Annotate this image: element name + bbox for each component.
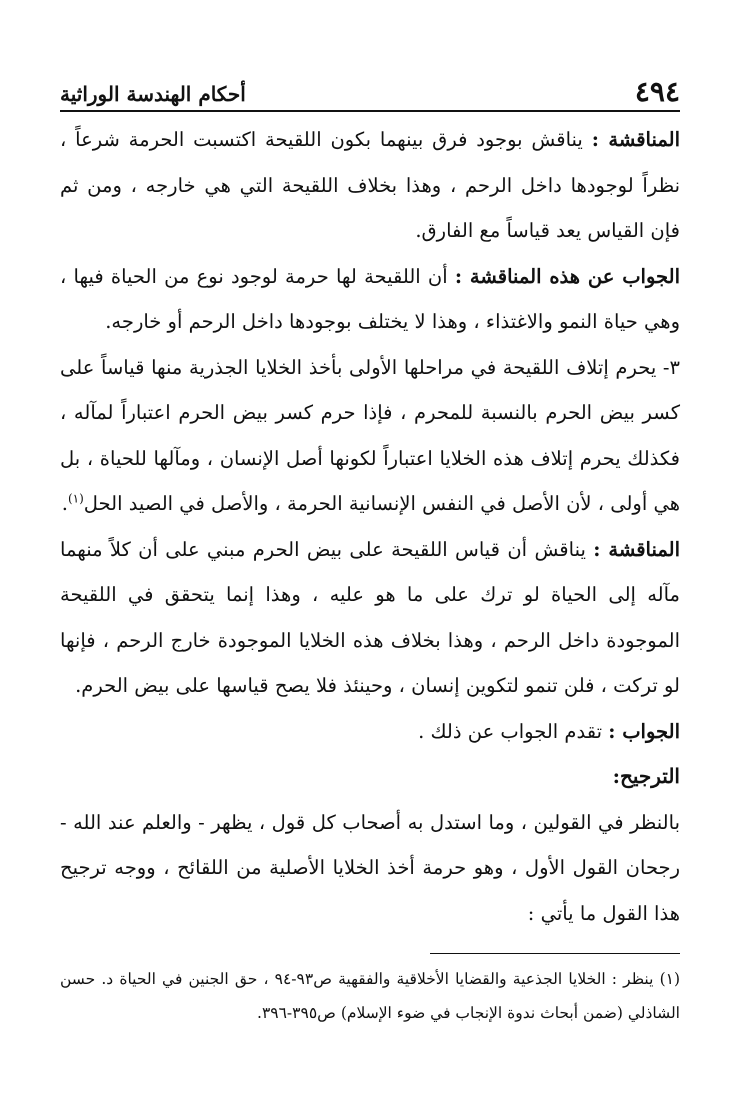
paragraph-preference (60, 800, 680, 937)
paragraph-answer-2 (60, 709, 680, 755)
answer-label: الجواب عن هذه المناقشة : (454, 264, 680, 288)
discussion-label: المناقشة : (593, 537, 681, 561)
running-title: أحكام الهندسة الوراثية (60, 82, 246, 106)
paragraph-text: ٣- يحرم إتلاف اللقيحة في مراحلها الأولى بأخذ الخلايا الجذرية منها قياساً على كسر بيض الحرم بالنسبة للمحرم ، فإذا حرم كسر بيض الحرم اعتباراً لمآله ، فكذلك يحرم إتلاف هذه الخلايا اعتباراً لكونها أصل الإنسان ، ومآلها للحياة ، بل هي أولى ، لأن الأصل في النفس الإنسانية الحرمة ، والأصل في الصيد الحل (60, 355, 680, 515)
body-text (60, 117, 680, 936)
footnote-reference: (١) (67, 491, 84, 506)
section-heading: الترجيح: (612, 764, 680, 788)
footnotes (60, 962, 680, 1030)
footnote-item: (١) ينظر : الخلايا الجذعية والقضايا الأخلاقية والفقهية ص٩٣-٩٤ ، حق الجنين في الحياة د. حسن الشاذلي (ضمن أبحاث ندوة الإنجاب في ضوء الإسلام) ص٣٩٥-٣٩٦. (60, 970, 681, 1022)
paragraph-end: . (61, 492, 68, 515)
paragraph-text: أن اللقيحة لها حرمة لوجود نوع من الحياة فيها ، وهي حياة النمو والاغتذاء ، وهذا لا يختلف بوجودها داخل الرحم أو خارجه. (60, 264, 680, 333)
page-header (60, 70, 680, 112)
answer-label: الجواب : (608, 719, 680, 743)
footnote-divider (430, 953, 680, 954)
paragraph-text: بالنظر في القولين ، وما استدل به أصحاب كل قول ، يظهر - والعلم عند الله - رجحان القول الأول ، وهو حرمة أخذ الخلايا الأصلية من اللقائح ، ووجه ترجيح هذا القول ما يأتي : (60, 810, 680, 925)
paragraph-point-3 (60, 345, 680, 527)
paragraph-text: يناقش أن قياس اللقيحة على بيض الحرم مبني على أن كلاً منهما مآله إلى الحياة لو ترك على ما هو عليه ، وهذا إنما يتحقق في اللقيحة الموجودة داخل الرحم ، وهذا بخلاف هذه الخلايا الموجودة خارج الرحم ، فإنها لو تركت ، فلن تنمو لتكوين إنسان ، وحينئذ فلا يصح قياسها على بيض الحرم. (60, 537, 680, 697)
paragraph-text: تقدم الجواب عن ذلك . (418, 719, 609, 743)
paragraph-text: يناقش بوجود فرق بينهما بكون اللقيحة اكتسبت الحرمة شرعاً ، نظراً لوجودها داخل الرحم ، وهذا بخلاف اللقيحة التي هي خارجه ، ومن ثم فإن القياس يعد قياساً مع الفارق. (60, 128, 680, 242)
page-number: ٤٩٤ (634, 75, 680, 108)
paragraph-discussion-1 (60, 117, 680, 254)
paragraph-answer-1 (60, 254, 680, 345)
paragraph-discussion-2 (60, 527, 680, 709)
discussion-label: المناقشة : (591, 128, 680, 151)
